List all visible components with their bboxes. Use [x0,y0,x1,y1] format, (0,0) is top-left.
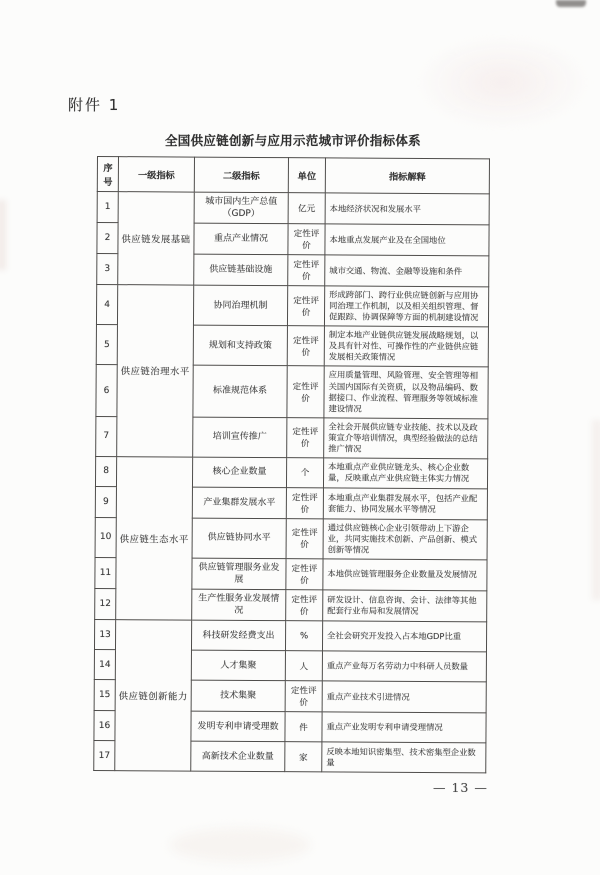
unit-cell: 定性评价 [287,417,324,457]
row-number-cell: 16 [94,711,115,741]
unit-cell: 定性评价 [285,681,322,712]
level2-indicator-cell: 发明专利申请受理数 [191,711,285,742]
explanation-cell: 重点产业每万名劳动力中科研人员数量 [322,651,486,682]
row-number-cell: 7 [96,416,117,456]
unit-cell: 定性评价 [288,224,325,255]
document-title: 全国供应链创新与应用示范城市评价指标体系 [164,133,421,148]
explanation-cell: 全社会研究开发投入占本地GDP比重 [322,621,486,652]
level2-indicator-cell: 技术集聚 [191,680,285,712]
header-no: 序号 [97,157,118,192]
header-row [97,157,489,194]
row-number-cell: 17 [94,741,115,771]
header-level1: 一级指标 [118,157,194,192]
explanation-cell: 形成跨部门、跨行业供应链创新与应用协同治理工作机制，以及相关组织管理、督促跟踪、协调保障等方面的机制建设情况 [324,286,488,327]
explanation-cell: 通过供应链核心企业引领带动上下游企业，共同实施技术创新、产品创新、模式创新等情况 [323,519,487,560]
scan-smudge-right [592,420,600,600]
unit-cell: 家 [285,742,322,772]
explanation-cell: 城市交通、物流、金融等设施和条件 [325,255,489,287]
scan-corner-mark [556,0,586,7]
table-row [97,192,489,226]
unit-cell: 定性评价 [286,487,323,518]
unit-cell: 件 [285,712,322,742]
row-number-cell: 14 [94,650,115,680]
row-number-cell: 11 [95,557,116,588]
attachment-label: 附件 1 [68,96,121,114]
explanation-cell: 全社会开展供应链专业技能、技术以及政策宣介等培训情况，典型经验做法的总结推广情况 [324,417,488,458]
indicator-table [93,156,490,774]
row-number-cell: 2 [97,223,118,254]
scan-smudge-top-right [415,35,590,130]
row-number-cell: 10 [95,517,116,557]
unit-cell: 定性评价 [286,518,323,558]
table-header [97,157,489,194]
row-number-cell: 15 [94,680,115,711]
row-number-cell: 1 [97,192,118,223]
unit-cell: 亿元 [288,193,325,225]
level2-indicator-cell: 核心企业数量 [192,457,286,488]
indicator-table-wrapper [93,156,491,774]
level2-indicator-cell: 产业集群发展水平 [192,487,286,519]
unit-cell: 定性评价 [288,255,325,286]
unit-cell: 定性评价 [287,326,324,366]
unit-cell: 定性评价 [286,558,323,590]
level2-indicator-cell: 规划和支持政策 [193,325,287,366]
level2-indicator-cell: 高新技术企业数量 [191,741,285,772]
level2-indicator-cell: 科技研发经费支出 [191,620,285,651]
table-row [96,285,488,327]
table-body [94,192,490,774]
explanation-cell: 反映本地知识密集型、技术密集型企业数量 [322,742,486,773]
level1-indicator-cell: 供应链生态水平 [116,456,193,620]
explanation-cell: 应用质量管理、风险管理、安全管理等相关国内国际有关资质，以及物品编码、数据接口、作业流程、管理服务等领域标准建设情况 [324,366,488,418]
header-explanation: 指标解释 [325,158,489,194]
explanation-cell: 本地重点发展产业及在全国地位 [325,224,489,256]
level2-indicator-cell: 供应链管理服务业发展 [192,558,286,590]
scan-smudge-bottom [170,828,310,862]
level2-indicator-cell: 供应链协同水平 [192,518,286,559]
level2-indicator-cell: 培训宣传推广 [193,417,287,458]
row-number-cell: 12 [95,589,116,620]
header-unit: 单位 [288,158,325,193]
row-number-cell: 13 [94,620,115,650]
level1-indicator-cell: 供应链创新能力 [115,620,192,771]
level2-indicator-cell: 标准规范体系 [193,366,287,418]
explanation-cell: 本地供应链管理服务企业数量及发展情况 [323,559,487,591]
level2-indicator-cell: 生产性服务业发展情况 [192,589,286,621]
level2-indicator-cell: 协同治理机制 [193,285,287,326]
level1-indicator-cell: 供应链治理水平 [117,285,194,457]
unit-cell: 个 [286,457,323,487]
unit-cell: 定性评价 [287,366,324,417]
unit-cell: 定性评价 [286,590,323,622]
row-number-cell: 6 [96,365,117,416]
explanation-cell: 制定本地产业链供应链发展战略规划，以及具有针对性、可操作性的产业链供应链发展相关政策情况 [324,326,488,367]
scan-smudge-left [0,200,6,270]
unit-cell: 人 [285,651,322,681]
row-number-cell: 5 [96,325,117,365]
row-number-cell: 8 [95,456,116,486]
explanation-cell: 本地重点产业供应链龙头、核心企业数量，反映重点产业供应链主体实力情况 [323,458,487,489]
table-row [95,456,487,488]
unit-cell: % [285,621,322,651]
unit-cell: 定性评价 [287,286,324,326]
page-number: — 13 — [433,780,488,795]
table-row [94,620,486,652]
explanation-cell: 研发设计、信息咨询、会计、法律等其他配套行业布局和发展情况 [323,590,487,622]
level2-indicator-cell: 重点产业情况 [194,223,288,255]
level2-indicator-cell: 供应链基础设施 [194,254,288,286]
explanation-cell: 本地经济状况和发展水平 [325,193,489,225]
explanation-cell: 本地重点产业集群发展水平，包括产业配套能力、协同发展水平等情况 [323,488,487,520]
explanation-cell: 重点产业发明专利申请受理情况 [322,712,486,743]
row-number-cell: 3 [97,254,118,285]
level1-indicator-cell: 供应链发展基础 [118,192,195,286]
row-number-cell: 9 [95,486,116,517]
explanation-cell: 重点产业技术引进情况 [322,681,486,713]
level2-indicator-cell: 人才集聚 [191,650,285,681]
header-level2: 二级指标 [194,157,288,193]
level2-indicator-cell: 城市国内生产总值（GDP） [194,192,288,224]
row-number-cell: 4 [96,285,117,325]
